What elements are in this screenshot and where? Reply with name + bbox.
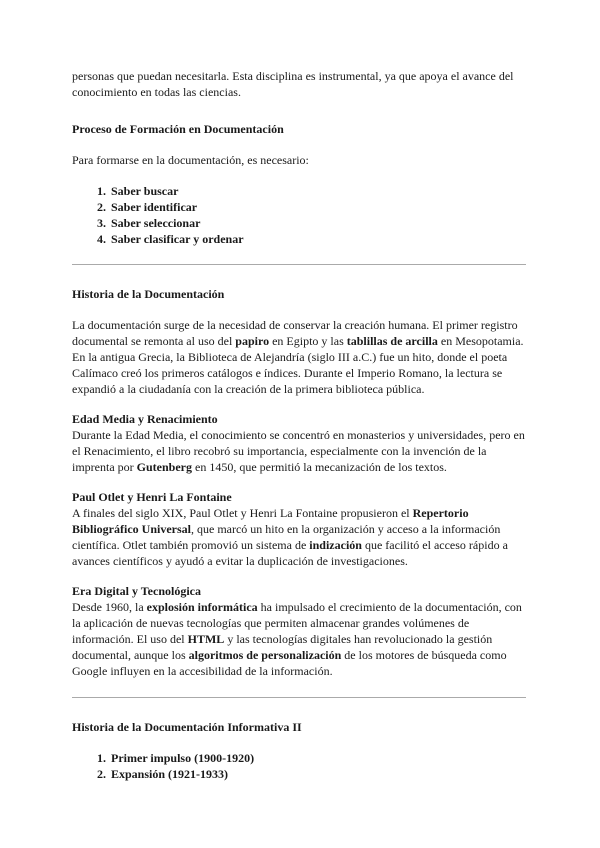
text-run: en Mesopotamia. En la antigua Grecia, la Biblioteca de Alejandría (siglo III a.C.) fue un hito, donde el poeta Calímaco creó los primeros catálogos e índices. Durante el Imperio Romano, la lectura se expandió a la ciudadanía con la creación de la primera biblioteca pública.: [72, 334, 524, 396]
text-run: y las tecnologías digitales han revolucionado la gestión documental, aunque los: [72, 632, 493, 662]
section-divider: [72, 264, 526, 265]
informatica-list: [72, 750, 527, 782]
subheading-edad-media: Edad Media y Renacimiento: [72, 412, 218, 426]
text-run: de los motores de búsqueda como Google influyen en la accesibilidad de la información.: [72, 648, 507, 678]
text-run: La documentación surge de la necesidad de conservar la creación humana. El primer registro documental se remonta al uso del: [72, 318, 518, 348]
era-digital-paragraph: [72, 599, 527, 679]
text-run: Desde 1960, la: [72, 600, 147, 614]
section-heading-formacion: Proceso de Formación en Documentación: [72, 122, 284, 136]
text-run: que facilitó el acceso rápido a avances científicos y ayudó a evitar la duplicación de investigaciones.: [72, 538, 508, 568]
list-item: 2. Expansión (1921-1933): [109, 766, 527, 782]
text-run: Durante la Edad Media, el conocimiento se concentró en monasterios y universidades, pero en el Renacimiento, el libro recobró su importancia, especialmente con la invención de la imprenta por: [72, 428, 525, 474]
historia-paragraph: [72, 317, 527, 397]
document-page: [72, 68, 527, 782]
formacion-lead: Para formarse en la documentación, es necesario:: [72, 153, 309, 167]
bold-term: explosión informática: [146, 600, 258, 614]
subheading-era-digital: Era Digital y Tecnológica: [72, 584, 201, 598]
text-run: en Egipto y las: [269, 334, 347, 348]
text-run: A finales del siglo XIX, Paul Otlet y Henri La Fontaine propusieron el: [72, 506, 413, 520]
text-run: en 1450, que permitió la mecanización de los textos.: [192, 460, 447, 474]
bold-term: indización: [309, 538, 362, 552]
list-item: 2. Saber identificar: [109, 199, 527, 215]
bold-term: algoritmos de personalización: [188, 648, 342, 662]
section-heading-historia: Historia de la Documentación: [72, 287, 225, 301]
section-heading-informatica: Historia de la Documentación Informativa II: [72, 720, 302, 734]
list-item: 4. Saber clasificar y ordenar: [109, 231, 527, 247]
list-item: 1. Saber buscar: [109, 183, 527, 199]
intro-paragraph: personas que puedan necesitarla. Esta disciplina es instrumental, ya que apoya el avance del conocimiento en todas las ciencias.: [72, 69, 514, 99]
otlet-paragraph: [72, 505, 527, 569]
bold-term: papiro: [235, 334, 270, 348]
list-item: 3. Saber seleccionar: [109, 215, 527, 231]
section-divider: [72, 697, 526, 698]
formacion-list: [72, 183, 527, 247]
edad-media-paragraph: [72, 427, 527, 475]
text-run: , que marcó un hito en la organización y acceso a la información científica. Otlet también promovió un sistema de: [72, 522, 501, 552]
bold-term: Repertorio Bibliográfico Universal: [72, 506, 469, 536]
subheading-otlet: Paul Otlet y Henri La Fontaine: [72, 490, 232, 504]
bold-term: HTML: [187, 632, 225, 646]
bold-term: Gutenberg: [136, 460, 192, 474]
bold-term: tablillas de arcilla: [346, 334, 438, 348]
list-item: 1. Primer impulso (1900-1920): [109, 750, 527, 766]
text-run: ha impulsado el crecimiento de la documentación, con la aplicación de nuevas tecnologías que permiten almacenar grandes volúmenes de información. El uso del: [72, 600, 522, 646]
